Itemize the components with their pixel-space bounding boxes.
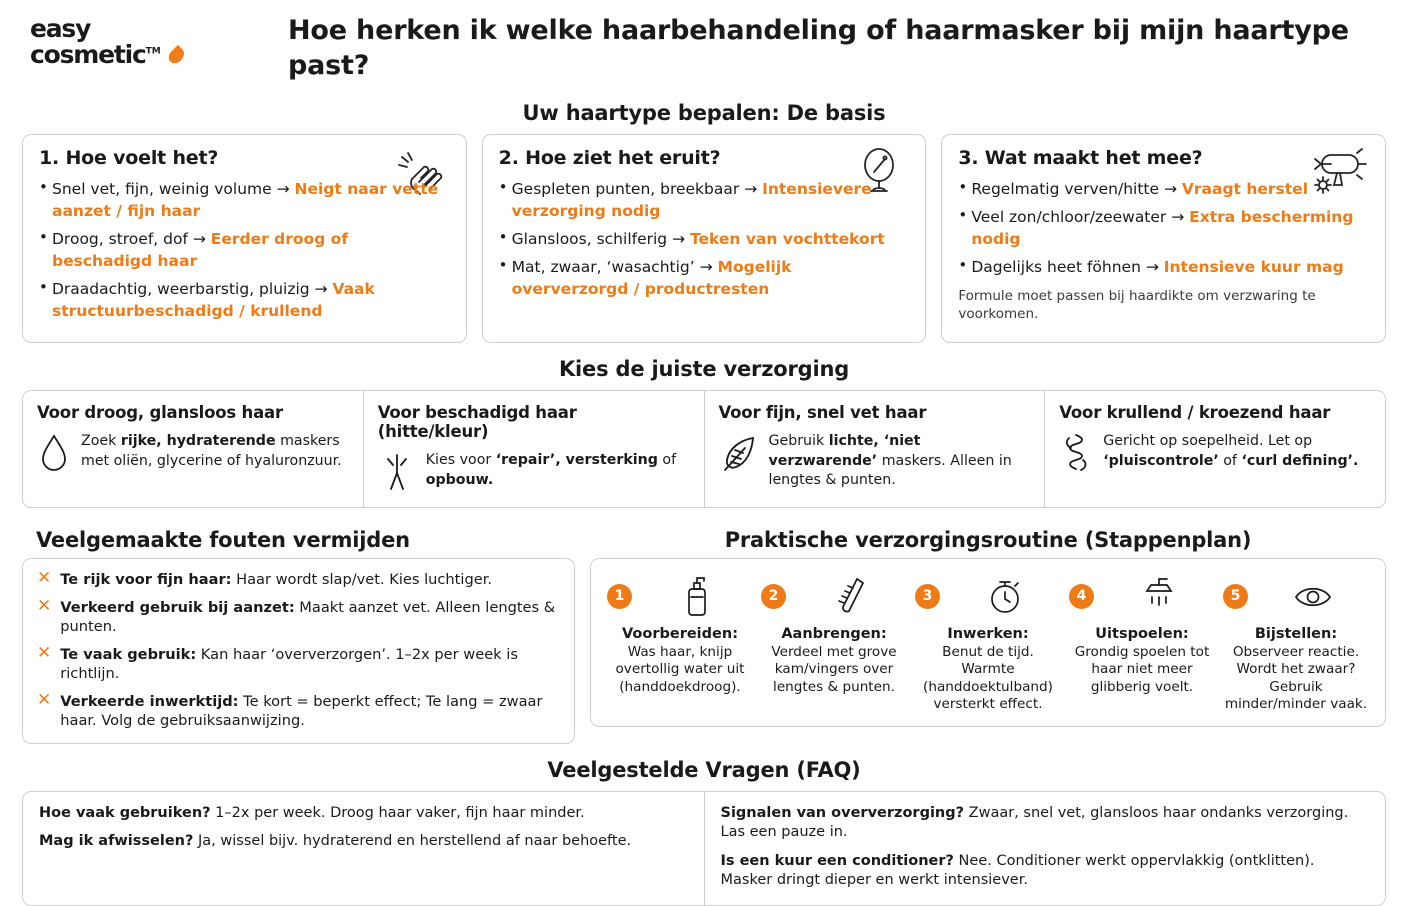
step-text: Benut de tijd. Warmte (handdoektulband) versterkt effect. (923, 644, 1053, 713)
basis-card-1 (22, 134, 467, 343)
care-text-part: of (657, 452, 677, 469)
care-cell-damaged (364, 391, 705, 507)
cross-icon: ✕ (37, 642, 52, 663)
logo-line-2: cosmetic (30, 39, 146, 69)
mistake-text: Haar wordt slap/vet. Kies luchtiger. (231, 571, 492, 589)
faq-box (22, 791, 1386, 906)
care-heading: Voor krullend / kroezend haar (1059, 403, 1331, 423)
basis-card-3 (941, 134, 1386, 343)
list-item (958, 178, 1369, 200)
care-heading: Voor fijn, snel vet haar (718, 403, 927, 423)
faq-answer: Nee. Conditioner werkt oppervlakkig (ontklitten). Masker dringt dieper en werkt intensiever. (720, 852, 1315, 889)
mistakes-box (22, 558, 575, 744)
step-2 (759, 570, 909, 714)
mistake-item (37, 642, 560, 684)
item-accent: Extra bescherming nodig (971, 208, 1354, 249)
pump-bottle-icon (640, 573, 753, 619)
basis-card-3-note: Formule moet passen bij haardikte om verzwaring te voorkomen. (958, 288, 1316, 322)
list-item (958, 206, 1369, 250)
mistake-label: Verkeerde inwerktijd: (60, 692, 239, 710)
routine-box (590, 558, 1386, 727)
list-item (39, 228, 450, 272)
faq-item (39, 804, 688, 823)
step-text: Was haar, knijp overtollig water uit (handdoekdroog). (615, 644, 745, 695)
step-number: 5 (1223, 584, 1248, 609)
step-number: 1 (607, 584, 632, 609)
mistake-label: Te rijk voor fijn haar: (60, 571, 232, 589)
cross-icon: ✕ (37, 595, 52, 616)
care-text-part-bold: rijke, hydraterende (120, 433, 276, 450)
basis-card-2-list (499, 178, 910, 300)
droplet-logo-icon (166, 44, 187, 65)
faq-question: Is een kuur een conditioner? (720, 852, 954, 869)
faq-column-right (705, 792, 1386, 905)
faq-question: Mag ik afwisselen? (39, 833, 194, 850)
eye-icon (1256, 573, 1369, 619)
basis-card-3-list (958, 178, 1369, 278)
logo-line-1: easy (30, 14, 91, 43)
basis-card-1-list (39, 178, 450, 322)
item-plain: Gespleten punten, breekbaar → (511, 180, 763, 199)
header (22, 0, 1386, 87)
faq-item (721, 804, 1370, 843)
item-accent: Intensievere verzorging nodig (511, 180, 872, 221)
step-title: Uitspoelen: (1095, 626, 1189, 643)
care-cell-dry (23, 391, 364, 507)
faq-answer: Ja, wissel bijv. hydraterend en herstellend af naar behoefte. (193, 833, 632, 850)
faq-question: Signalen van oververzorging? (720, 804, 965, 821)
faq-question: Hoe vaak gebruiken? (39, 804, 211, 821)
step-number: 3 (915, 584, 940, 609)
item-accent: Teken van vochttekort (689, 230, 885, 249)
step-title: Aanbrengen: (781, 626, 887, 643)
step-text: Verdeel met grove kam/vingers over lengtes & punten. (771, 644, 897, 695)
cross-icon: ✕ (37, 568, 52, 589)
shower-icon (1102, 573, 1215, 619)
faq-answer: 1–2x per week. Droog haar vaker, fijn haar minder. (210, 804, 585, 821)
mistake-label: Verkeerd gebruik bij aanzet: (60, 598, 295, 616)
logo-trademark: TM (145, 46, 161, 57)
mistake-label: Te vaak gebruik: (60, 645, 197, 663)
care-text-part: Kies voor (425, 452, 496, 469)
timer-icon (948, 573, 1061, 619)
care-text-part-bold: ‘pluiscontrole’ (1103, 452, 1219, 469)
care-row (22, 390, 1386, 508)
mistake-item (37, 595, 560, 637)
care-heading: Voor beschadigd haar (hitte/kleur) (377, 403, 577, 442)
item-plain: Draadachtig, weerbarstig, pluizig → (52, 280, 333, 299)
care-cell-curly (1045, 391, 1385, 507)
item-plain: Veel zon/chloor/zeewater → (971, 208, 1190, 227)
section-title-basis: Uw haartype bepalen: De basis (522, 101, 886, 126)
basis-row (22, 134, 1386, 343)
item-accent: Eerder droog of beschadigd haar (52, 230, 349, 271)
list-item (499, 228, 910, 250)
basis-card-1-heading: 1. Hoe voelt het? (39, 147, 219, 170)
mid-row (22, 558, 1386, 744)
care-text (426, 451, 690, 490)
faq-item (39, 832, 688, 851)
curl-icon (1059, 432, 1093, 474)
step-1 (605, 570, 755, 714)
section-title-faq: Veelgestelde Vragen (FAQ) (547, 757, 861, 782)
care-text (1103, 432, 1371, 471)
mistake-text: Kan haar ‘oververzorgen’. 1–2x per week is richtlijn. (60, 645, 518, 683)
section-title-routine: Praktische verzorgingsroutine (Stappenplan) (724, 528, 1252, 553)
split-ends-icon (378, 451, 416, 493)
step-number: 2 (761, 584, 786, 609)
steps-row (605, 570, 1371, 714)
care-text (769, 432, 1031, 491)
feather-icon (719, 432, 759, 474)
step-4 (1067, 570, 1217, 714)
care-text-part: maskers. Alleen in lengtes & punten. (768, 452, 1012, 489)
mistake-text: Maakt aanzet vet. Alleen lengtes & punten. (60, 598, 556, 636)
item-accent: Intensieve kuur mag (1163, 258, 1344, 277)
section-title-care: Kies de juiste verzorging (558, 357, 850, 382)
list-item (499, 256, 910, 300)
step-title: Voorbereiden: (621, 626, 738, 643)
faq-answer: Zwaar, snel vet, glansloos haar ondanks verzorging. Las een pauze in. (720, 804, 1349, 841)
care-text (81, 432, 349, 471)
page-title: Hoe herken ik welke haarbehandeling of haarmasker bij mijn haartype past? (288, 15, 1349, 81)
mistake-item (37, 689, 560, 731)
care-text-part: maskers met oliën, glycerine of hyaluronzuur. (81, 433, 342, 469)
item-accent: Mogelijk oververzorgd / productresten (511, 258, 792, 299)
care-text-part-bold: opbouw. (425, 471, 494, 488)
care-text-part: Zoek (81, 433, 121, 450)
care-text-part: Gericht op soepelheid. Let op (1103, 433, 1313, 450)
item-plain: Mat, zwaar, ‘wasachtig’ → (511, 258, 718, 277)
item-accent: Vraagt herstel (1181, 180, 1309, 199)
care-cell-fine (705, 391, 1046, 507)
faq-column-left (23, 792, 705, 905)
care-text-part: of (1218, 452, 1242, 469)
step-title: Bijstellen: (1254, 626, 1338, 643)
step-3 (913, 570, 1063, 714)
item-plain: Regelmatig verven/hitte → (971, 180, 1182, 199)
item-accent: Neigt naar vette aanzet / fijn haar (52, 180, 439, 221)
basis-card-3-heading: 3. Wat maakt het mee? (958, 147, 1203, 170)
item-plain: Glansloos, schilferig → (511, 230, 690, 249)
comb-icon (794, 573, 907, 619)
step-number: 4 (1069, 584, 1094, 609)
droplet-icon (37, 432, 71, 474)
step-title: Inwerken: (947, 626, 1029, 643)
item-plain: Snel vet, fijn, weinig volume → (52, 180, 295, 199)
care-heading: Voor droog, glansloos haar (37, 403, 283, 423)
step-text: Observeer reactie. Wordt het zwaar? Gebruik minder/minder vaak. (1224, 644, 1368, 713)
basis-card-2 (482, 134, 927, 343)
step-text: Grondig spoelen tot haar niet meer glibberig voelt. (1074, 644, 1210, 695)
section-title-mistakes: Veelgemaakte fouten vermijden (36, 528, 410, 553)
mistake-text: Te kort = beperkt effect; Te lang = zwaar haar. Volg de gebruiksaanwijzing. (60, 692, 543, 730)
item-plain: Droog, stroef, dof → (52, 230, 211, 249)
faq-item (721, 852, 1370, 891)
list-item (39, 278, 450, 322)
care-text-part-bold: ‘repair’, versterking (495, 452, 658, 469)
step-5 (1221, 570, 1371, 714)
cross-icon: ✕ (37, 689, 52, 710)
list-item (39, 178, 450, 222)
list-item (499, 178, 910, 222)
mistake-item (37, 570, 560, 590)
care-text-part-bold: lichte, ‘niet verzwarende’ (768, 433, 921, 469)
basis-card-2-heading: 2. Hoe ziet het eruit? (498, 147, 721, 170)
care-text-part-bold: ‘curl defining’. (1241, 452, 1359, 469)
item-plain: Dagelijks heet föhnen → (971, 258, 1164, 277)
item-accent: Vaak structuurbeschadigd / krullend (52, 280, 375, 321)
brand-logo (30, 14, 270, 67)
care-text-part: Gebruik (768, 433, 829, 450)
list-item (958, 256, 1369, 278)
